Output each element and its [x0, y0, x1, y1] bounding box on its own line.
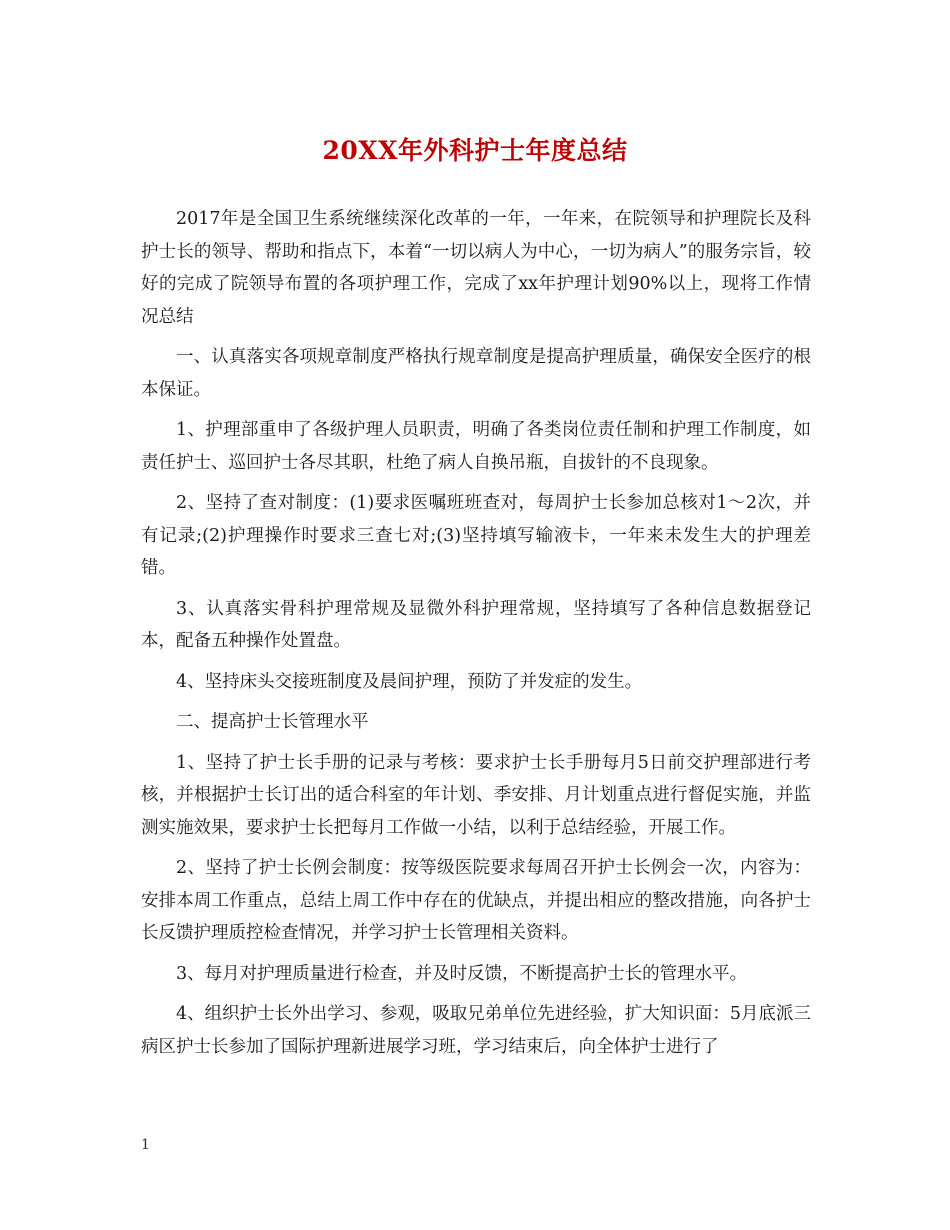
- paragraph-item: 2、坚持了查对制度：(1)要求医嘱班班查对，每周护士长参加总核对1～2次，并有记录;(2)护理操作时要求三查七对;(3)坚持填写输液卡，一年来未发生大的护理差错。: [141, 493, 811, 578]
- paragraph-item: 3、每月对护理质量进行检查，并及时反馈，不断提高护士长的管理水平。: [176, 963, 748, 984]
- document-body: [141, 203, 811, 1071]
- section-heading-1: 一、认真落实各项规章制度严格执行规章制度是提高护理质量，确保安全医疗的根本保证。: [141, 347, 811, 400]
- paragraph-item: 3、认真落实骨科护理常规及显微外科护理常规，坚持填写了各种信息数据登记本，配备五种操作处置盘。: [141, 598, 811, 651]
- paragraph-item: 2、坚持了护士长例会制度：按等级医院要求每周召开护士长例会一次，内容为：安排本周工作重点，总结上周工作中存在的优缺点，并提出相应的整改措施，向各护士长反馈护理质控检查情况，并学习护士长管理相关资料。: [141, 858, 811, 943]
- paragraph-item: 1、护理部重申了各级护理人员职责，明确了各类岗位责任制和护理工作制度，如责任护士、巡回护士各尽其职，杜绝了病人自换吊瓶，自拔针的不良现象。: [141, 420, 811, 473]
- paragraph-intro: 2017年是全国卫生系统继续深化改革的一年，一年来，在院领导和护理院长及科护士长的领导、帮助和指点下，本着“一切以病人为中心，一切为病人”的服务宗旨，较好的完成了院领导布置的各项护理工作，完成了xx年护理计划90%以上，现将工作情况总结: [141, 209, 811, 327]
- document-title: 20XX年外科护士年度总结: [322, 136, 628, 165]
- paragraph-item: 4、坚持床头交接班制度及晨间护理，预防了并发症的发生。: [176, 671, 643, 692]
- page-number: 1: [141, 1137, 150, 1153]
- paragraph-item: 4、组织护士长外出学习、参观，吸取兄弟单位先进经验，扩大知识面：5月底派三病区护士长参加了国际护理新进展学习班，学习结束后，向全体护士进行了: [141, 1004, 811, 1057]
- section-heading-2: 二、提高护士长管理水平: [176, 712, 369, 732]
- paragraph-item: 1、坚持了护士长手册的记录与考核：要求护士长手册每月5日前交护理部进行考核，并根据护士长订出的适合科室的年计划、季安排、月计划重点进行督促实施，并监测实施效果，要求护士长把每月工作做一小结，以利于总结经验，开展工作。: [141, 752, 811, 838]
